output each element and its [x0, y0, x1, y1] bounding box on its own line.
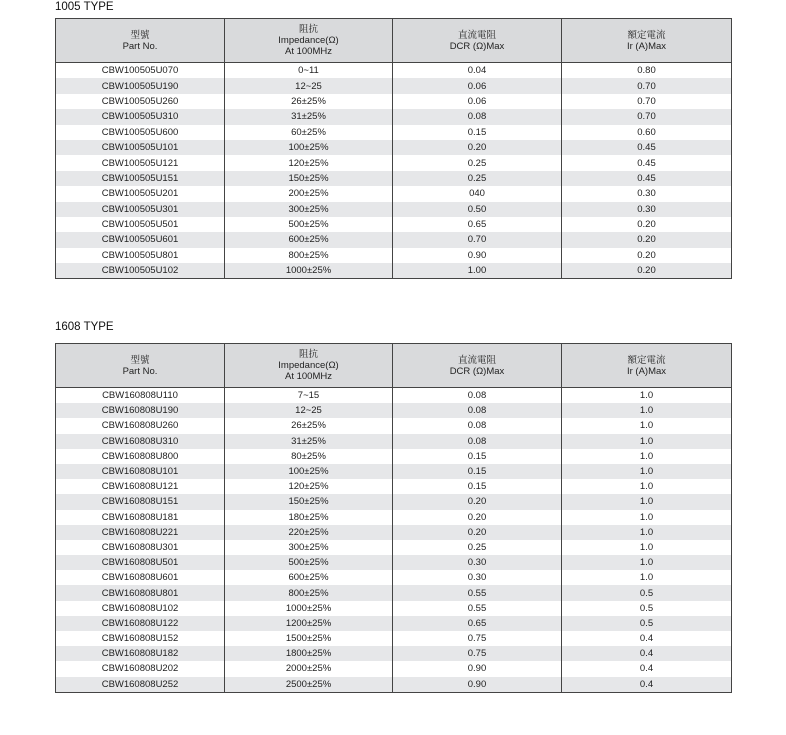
cell-rated-current: 0.20: [562, 217, 732, 232]
cell-part-no: CBW160808U301: [56, 540, 225, 555]
table-header-row: [56, 19, 732, 63]
cell-dcr: 0.06: [393, 94, 562, 109]
table-row: [56, 677, 732, 693]
cell-dcr: 0.65: [393, 217, 562, 232]
cell-impedance: 100±25%: [225, 464, 393, 479]
cell-part-no: CBW100505U121: [56, 155, 225, 170]
table-row: [56, 631, 732, 646]
header-line: 阻抗: [298, 24, 318, 35]
header-line: Ir (A)Max: [626, 40, 667, 52]
cell-part-no: CBW160808U122: [56, 616, 225, 631]
cell-part-no: CBW160808U102: [56, 601, 225, 616]
cell-rated-current: 1.0: [562, 510, 732, 525]
cell-dcr: 040: [393, 186, 562, 201]
cell-part-no: CBW160808U181: [56, 510, 225, 525]
header-rated-current: [562, 344, 732, 388]
cell-impedance: 500±25%: [225, 555, 393, 570]
cell-impedance: 120±25%: [225, 479, 393, 494]
table-row: [56, 555, 732, 570]
cell-impedance: 150±25%: [225, 171, 393, 186]
cell-part-no: CBW100505U260: [56, 94, 225, 109]
cell-impedance: 300±25%: [225, 202, 393, 217]
cell-impedance: 12~25: [225, 403, 393, 418]
cell-part-no: CBW160808U182: [56, 646, 225, 661]
cell-impedance: 26±25%: [225, 418, 393, 433]
cell-dcr: 0.30: [393, 570, 562, 585]
spec-table-1005: [55, 18, 732, 279]
cell-part-no: CBW160808U260: [56, 418, 225, 433]
cell-rated-current: 0.5: [562, 585, 732, 600]
header-line: DCR (Ω)Max: [449, 365, 505, 377]
cell-impedance: 80±25%: [225, 449, 393, 464]
cell-impedance: 31±25%: [225, 109, 393, 124]
cell-dcr: 0.55: [393, 601, 562, 616]
cell-rated-current: 1.0: [562, 555, 732, 570]
cell-rated-current: 1.0: [562, 479, 732, 494]
cell-part-no: CBW160808U310: [56, 434, 225, 449]
cell-impedance: 1000±25%: [225, 263, 393, 279]
cell-dcr: 0.90: [393, 661, 562, 676]
table-row: [56, 140, 732, 155]
cell-impedance: 1000±25%: [225, 601, 393, 616]
spec-table-1608: [55, 343, 732, 693]
cell-rated-current: 1.0: [562, 570, 732, 585]
cell-part-no: CBW160808U801: [56, 585, 225, 600]
table-row: [56, 202, 732, 217]
header-line: At 100MHz: [285, 371, 332, 382]
cell-part-no: CBW100505U600: [56, 125, 225, 140]
table-row: [56, 434, 732, 449]
header-dcr: [393, 344, 562, 388]
cell-part-no: CBW100505U190: [56, 78, 225, 93]
cell-part-no: CBW100505U801: [56, 248, 225, 263]
cell-part-no: CBW160808U110: [56, 388, 225, 404]
cell-impedance: 150±25%: [225, 494, 393, 509]
cell-rated-current: 0.4: [562, 631, 732, 646]
cell-part-no: CBW160808U501: [56, 555, 225, 570]
cell-impedance: 120±25%: [225, 155, 393, 170]
cell-rated-current: 0.20: [562, 232, 732, 247]
cell-dcr: 0.08: [393, 109, 562, 124]
cell-dcr: 0.04: [393, 63, 562, 79]
table-row: [56, 510, 732, 525]
table-row: [56, 646, 732, 661]
cell-dcr: 0.65: [393, 616, 562, 631]
cell-part-no: CBW100505U501: [56, 217, 225, 232]
cell-dcr: 0.20: [393, 525, 562, 540]
table-row: [56, 263, 732, 279]
cell-dcr: 0.70: [393, 232, 562, 247]
table-row: [56, 78, 732, 93]
header-line: DCR (Ω)Max: [449, 40, 505, 52]
cell-rated-current: 0.5: [562, 601, 732, 616]
table-row: [56, 449, 732, 464]
header-line: 型號: [130, 29, 150, 41]
cell-rated-current: 0.5: [562, 616, 732, 631]
table-row: [56, 525, 732, 540]
cell-rated-current: 0.70: [562, 94, 732, 109]
cell-dcr: 0.25: [393, 171, 562, 186]
cell-part-no: CBW100505U151: [56, 171, 225, 186]
cell-dcr: 0.75: [393, 646, 562, 661]
cell-rated-current: 0.70: [562, 78, 732, 93]
header-line: Ir (A)Max: [626, 365, 667, 377]
header-impedance: [225, 344, 393, 388]
cell-rated-current: 0.4: [562, 646, 732, 661]
header-line: 型號: [130, 354, 150, 366]
table-row: [56, 601, 732, 616]
cell-dcr: 0.25: [393, 540, 562, 555]
cell-dcr: 0.30: [393, 555, 562, 570]
table-row: [56, 217, 732, 232]
cell-rated-current: 0.20: [562, 248, 732, 263]
cell-impedance: 220±25%: [225, 525, 393, 540]
header-line: 直流電阻: [457, 354, 496, 366]
cell-rated-current: 1.0: [562, 449, 732, 464]
cell-part-no: CBW100505U070: [56, 63, 225, 79]
cell-dcr: 0.20: [393, 140, 562, 155]
table-row: [56, 388, 732, 404]
table-row: [56, 585, 732, 600]
table-row: [56, 418, 732, 433]
cell-dcr: 0.90: [393, 248, 562, 263]
section-title-1005: 1005 TYPE: [55, 1, 114, 13]
table-row: [56, 661, 732, 676]
cell-part-no: CBW160808U221: [56, 525, 225, 540]
header-line: Impedance(Ω): [278, 360, 339, 371]
cell-rated-current: 0.30: [562, 202, 732, 217]
cell-dcr: 0.06: [393, 78, 562, 93]
cell-impedance: 180±25%: [225, 510, 393, 525]
table-row: [56, 232, 732, 247]
header-rated-current: [562, 19, 732, 63]
cell-impedance: 0~11: [225, 63, 393, 79]
cell-rated-current: 0.80: [562, 63, 732, 79]
cell-part-no: CBW100505U301: [56, 202, 225, 217]
header-line: Part No.: [122, 365, 158, 377]
cell-part-no: CBW160808U152: [56, 631, 225, 646]
cell-rated-current: 0.4: [562, 661, 732, 676]
cell-impedance: 600±25%: [225, 232, 393, 247]
table-row: [56, 248, 732, 263]
table-row: [56, 94, 732, 109]
cell-impedance: 500±25%: [225, 217, 393, 232]
cell-dcr: 0.25: [393, 155, 562, 170]
table-row: [56, 171, 732, 186]
table-body: [56, 63, 732, 279]
cell-impedance: 300±25%: [225, 540, 393, 555]
cell-part-no: CBW160808U151: [56, 494, 225, 509]
cell-impedance: 26±25%: [225, 94, 393, 109]
header-part-no: [56, 344, 225, 388]
cell-part-no: CBW160808U101: [56, 464, 225, 479]
cell-impedance: 200±25%: [225, 186, 393, 201]
cell-dcr: 0.50: [393, 202, 562, 217]
cell-part-no: CBW160808U202: [56, 661, 225, 676]
cell-part-no: CBW160808U121: [56, 479, 225, 494]
table-row: [56, 570, 732, 585]
cell-part-no: CBW160808U252: [56, 677, 225, 693]
table-body: [56, 388, 732, 693]
cell-part-no: CBW100505U201: [56, 186, 225, 201]
cell-dcr: 0.90: [393, 677, 562, 693]
cell-part-no: CBW160808U800: [56, 449, 225, 464]
cell-dcr: 0.08: [393, 388, 562, 404]
cell-impedance: 800±25%: [225, 248, 393, 263]
cell-impedance: 1800±25%: [225, 646, 393, 661]
cell-rated-current: 0.30: [562, 186, 732, 201]
cell-rated-current: 0.70: [562, 109, 732, 124]
cell-rated-current: 0.60: [562, 125, 732, 140]
cell-impedance: 1200±25%: [225, 616, 393, 631]
cell-rated-current: 0.4: [562, 677, 732, 693]
header-impedance: [225, 19, 393, 63]
cell-dcr: 0.75: [393, 631, 562, 646]
header-line: At 100MHz: [285, 46, 332, 57]
cell-impedance: 2500±25%: [225, 677, 393, 693]
cell-impedance: 600±25%: [225, 570, 393, 585]
cell-dcr: 0.15: [393, 449, 562, 464]
table-row: [56, 63, 732, 79]
cell-rated-current: 1.0: [562, 418, 732, 433]
cell-rated-current: 1.0: [562, 525, 732, 540]
table-row: [56, 186, 732, 201]
header-dcr: [393, 19, 562, 63]
cell-impedance: 60±25%: [225, 125, 393, 140]
header-line: Impedance(Ω): [278, 35, 339, 46]
cell-dcr: 0.20: [393, 510, 562, 525]
cell-part-no: CBW100505U601: [56, 232, 225, 247]
cell-dcr: 0.08: [393, 434, 562, 449]
cell-part-no: CBW100505U310: [56, 109, 225, 124]
cell-impedance: 1500±25%: [225, 631, 393, 646]
cell-dcr: 1.00: [393, 263, 562, 279]
cell-part-no: CBW160808U190: [56, 403, 225, 418]
cell-rated-current: 0.45: [562, 140, 732, 155]
cell-part-no: CBW160808U601: [56, 570, 225, 585]
cell-dcr: 0.15: [393, 125, 562, 140]
header-line: 額定電流: [627, 354, 666, 366]
table-row: [56, 403, 732, 418]
cell-rated-current: 1.0: [562, 540, 732, 555]
cell-dcr: 0.20: [393, 494, 562, 509]
header-line: 直流電阻: [457, 29, 496, 41]
cell-rated-current: 0.45: [562, 155, 732, 170]
header-line: 阻抗: [298, 349, 318, 360]
table-row: [56, 479, 732, 494]
table-row: [56, 464, 732, 479]
cell-part-no: CBW100505U102: [56, 263, 225, 279]
cell-rated-current: 1.0: [562, 494, 732, 509]
header-line: Part No.: [122, 40, 158, 52]
cell-impedance: 100±25%: [225, 140, 393, 155]
table-row: [56, 494, 732, 509]
header-part-no: [56, 19, 225, 63]
table-row: [56, 540, 732, 555]
cell-dcr: 0.55: [393, 585, 562, 600]
cell-rated-current: 1.0: [562, 434, 732, 449]
cell-rated-current: 1.0: [562, 388, 732, 404]
cell-rated-current: 0.20: [562, 263, 732, 279]
cell-impedance: 2000±25%: [225, 661, 393, 676]
table-row: [56, 155, 732, 170]
cell-impedance: 800±25%: [225, 585, 393, 600]
cell-rated-current: 1.0: [562, 403, 732, 418]
section-title-1608: 1608 TYPE: [55, 321, 114, 333]
table-row: [56, 125, 732, 140]
header-line: 額定電流: [627, 29, 666, 41]
cell-dcr: 0.08: [393, 418, 562, 433]
table-row: [56, 109, 732, 124]
cell-dcr: 0.15: [393, 479, 562, 494]
cell-part-no: CBW100505U101: [56, 140, 225, 155]
cell-rated-current: 0.45: [562, 171, 732, 186]
cell-impedance: 31±25%: [225, 434, 393, 449]
cell-impedance: 12~25: [225, 78, 393, 93]
table-row: [56, 616, 732, 631]
cell-dcr: 0.08: [393, 403, 562, 418]
table-header-row: [56, 344, 732, 388]
cell-dcr: 0.15: [393, 464, 562, 479]
cell-rated-current: 1.0: [562, 464, 732, 479]
cell-impedance: 7~15: [225, 388, 393, 404]
